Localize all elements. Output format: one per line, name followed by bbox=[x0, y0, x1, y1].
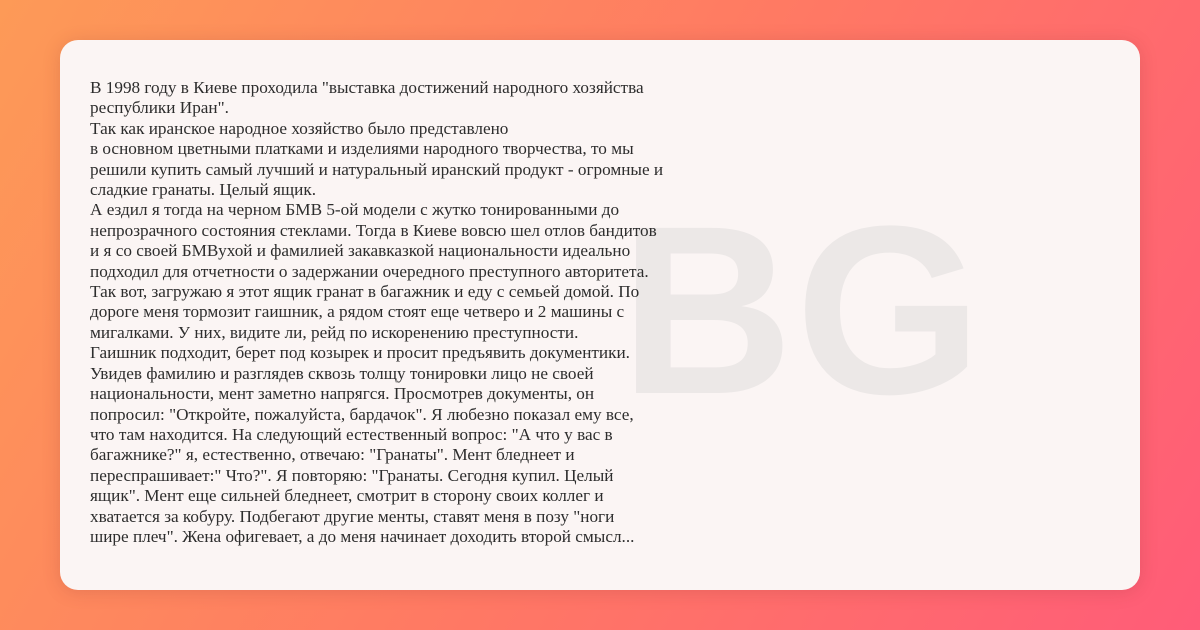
story-line: мигалками. У них, видите ли, рейд по искоренению преступности. bbox=[90, 322, 579, 342]
story-line: что там находится. На следующий естественный вопрос: "А что у вас в bbox=[90, 424, 613, 444]
story-line: подходил для отчетности о задержании очередного преступного авторитета. bbox=[90, 261, 649, 281]
story-line: Увидев фамилию и разглядев сквозь толщу тонировки лицо не своей bbox=[90, 363, 594, 383]
story-line: А ездил я тогда на черном БМВ 5-ой модели с жутко тонированными до bbox=[90, 200, 620, 220]
story-line: переспрашивает:" Что?". Я повторяю: "Гранаты. Сегодня купил. Целый bbox=[90, 465, 614, 485]
story-line: Так вот, загружаю я этот ящик гранат в багажник и еду с семьей домой. По bbox=[90, 282, 640, 302]
story-line: шире плеч". Жена офигевает, а до меня начинает доходить второй смысл... bbox=[90, 526, 635, 546]
story-line: попросил: "Откройте, пожалуйста, бардачок". Я любезно показал ему все, bbox=[90, 404, 634, 424]
story-line: Так как иранское народное хозяйство было представлено bbox=[90, 118, 509, 138]
story-line: В 1998 году в Киеве проходила "выставка достижений народного хозяйства bbox=[90, 78, 644, 97]
story-line: дороге меня тормозит гаишник, а рядом стоят еще четверо и 2 машины с bbox=[90, 302, 625, 322]
story-line: решили купить самый лучший и натуральный иранский продукт - огромные и bbox=[90, 159, 664, 179]
story-line: ящик". Мент еще сильней бледнеет, смотрит в сторону своих коллег и bbox=[90, 486, 604, 506]
story-line: и я со своей БМВухой и фамилией закавказкой национальности идеально bbox=[90, 241, 631, 261]
story-line: хватается за кобуру. Подбегают другие менты, ставят меня в позу "ноги bbox=[90, 506, 615, 526]
story-line: сладкие гранаты. Целый ящик. bbox=[90, 180, 317, 200]
quote-card bbox=[60, 40, 1140, 590]
watermark-logo: BG bbox=[620, 176, 984, 444]
story-line: в основном цветными платками и изделиями народного творчества, то мы bbox=[90, 139, 634, 159]
story-text bbox=[90, 78, 790, 547]
story-line: республики Иран". bbox=[90, 98, 229, 118]
story-line: национальности, мент заметно напрягся. Просмотрев документы, он bbox=[90, 384, 595, 404]
story-line: багажнике?" я, естественно, отвечаю: "Гранаты". Мент бледнеет и bbox=[90, 445, 575, 465]
story-line: непрозрачного состояния стеклами. Тогда в Киеве вовсю шел отлов бандитов bbox=[90, 220, 657, 240]
story-line: Гаишник подходит, берет под козырек и просит предъявить документики. bbox=[90, 343, 630, 363]
